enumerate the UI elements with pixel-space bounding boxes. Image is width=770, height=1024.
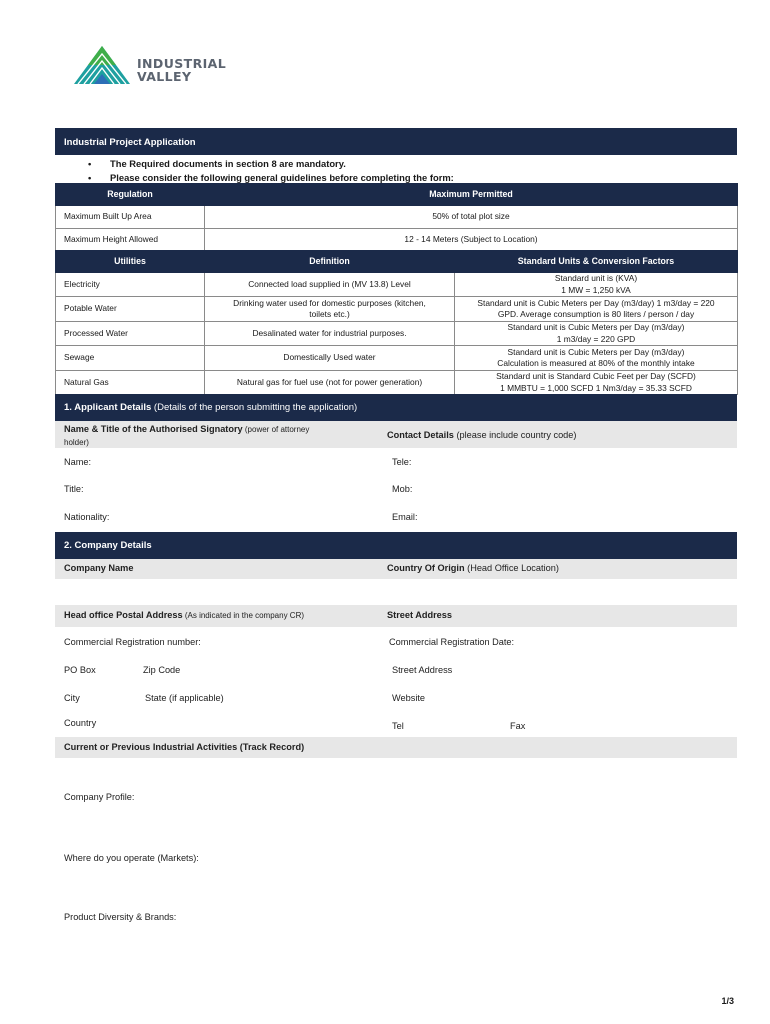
street-address-heading: Street Address — [387, 610, 453, 620]
table-row — [56, 297, 738, 322]
utility-cell: Potable Water — [56, 297, 205, 322]
fax-label[interactable]: Fax — [510, 721, 526, 731]
guideline-text: Please consider the following general guidelines before completing the form: — [110, 171, 454, 183]
section-1-subheader — [55, 421, 737, 448]
country-origin-bold: Country Of Origin — [387, 563, 465, 573]
bullet-icon: • — [88, 171, 92, 183]
country-origin-heading — [387, 563, 559, 573]
units-cell: Standard unit is Cubic Meters per Day (m3/day) 1 m3/day = 220 GPD — [455, 322, 738, 346]
country-origin-note: (Head Office Location) — [464, 563, 559, 573]
section-1-title-bold: 1. Applicant Details — [64, 402, 152, 413]
page-number: 1/3 — [721, 996, 734, 1006]
signatory-heading-note: (power of attorney — [242, 425, 310, 434]
track-record-heading: Current or Previous Industrial Activities (Track Record) — [64, 742, 305, 752]
header-standard-units: Standard Units & Conversion Factors — [455, 251, 738, 273]
definition-cell: Desalinated water for industrial purposes. — [205, 322, 455, 346]
section-2-title: 2. Company Details — [64, 540, 152, 551]
nationality-label[interactable]: Nationality: — [64, 512, 110, 522]
units-cell: Standard unit is (KVA) 1 MW = 1,250 kVA — [455, 273, 738, 297]
utility-cell: Processed Water — [56, 322, 205, 346]
postal-address-bold: Head office Postal Address — [64, 610, 183, 620]
units-cell: Standard unit is Standard Cubic Feet per Day (SCFD) 1 MMBTU = 1,000 SCFD 1 Nm3/day = 35.33 SCFD — [455, 371, 738, 395]
utilities-header-row — [56, 251, 738, 273]
table-row — [56, 371, 738, 395]
permitted-cell: 12 - 14 Meters (Subject to Location) — [205, 229, 738, 251]
regulation-header-row — [56, 184, 738, 206]
company-name-heading: Company Name — [64, 563, 134, 573]
mob-label[interactable]: Mob: — [392, 484, 413, 494]
definition-cell: Drinking water used for domestic purposes (kitchen, toilets etc.) — [205, 297, 455, 322]
cr-number-label[interactable]: Commercial Registration number: — [64, 637, 201, 647]
guidelines-list — [88, 157, 454, 184]
state-label[interactable]: State (if applicable) — [145, 693, 224, 703]
permitted-cell: 50% of total plot size — [205, 206, 738, 229]
logo-line-2: VALLEY — [137, 69, 192, 84]
email-label[interactable]: Email: — [392, 512, 418, 522]
postal-address-heading — [64, 610, 304, 620]
header-maximum-permitted: Maximum Permitted — [205, 184, 738, 206]
logo-wordmark — [137, 57, 226, 83]
signatory-heading-note-2: holder) — [64, 438, 89, 447]
products-label[interactable]: Product Diversity & Brands: — [64, 912, 177, 922]
section-1-title — [64, 402, 357, 413]
track-record-row — [55, 737, 737, 758]
po-box-label[interactable]: PO Box — [64, 665, 96, 675]
section-1-header — [55, 394, 737, 421]
utility-cell: Natural Gas — [56, 371, 205, 395]
markets-label[interactable]: Where do you operate (Markets): — [64, 853, 199, 863]
city-label[interactable]: City — [64, 693, 80, 703]
website-label[interactable]: Website — [392, 693, 426, 703]
tele-label[interactable]: Tele: — [392, 457, 412, 467]
industrial-valley-logo — [72, 44, 232, 88]
zip-code-label[interactable]: Zip Code — [143, 665, 181, 675]
signatory-heading — [64, 423, 309, 449]
header-definition: Definition — [205, 251, 455, 273]
company-name-row — [55, 559, 737, 579]
regulation-cell: Maximum Height Allowed — [56, 229, 205, 251]
table-row — [56, 346, 738, 371]
header-regulation: Regulation — [56, 184, 205, 206]
regulation-cell: Maximum Built Up Area — [56, 206, 205, 229]
guideline-item — [88, 171, 454, 185]
logo-mark-icon — [72, 44, 134, 86]
definition-cell: Natural gas for fuel use (not for power generation) — [205, 371, 455, 395]
table-row — [56, 273, 738, 297]
utility-cell: Sewage — [56, 346, 205, 371]
table-row — [56, 229, 738, 251]
company-profile-label[interactable]: Company Profile: — [64, 792, 135, 802]
name-label[interactable]: Name: — [64, 457, 92, 467]
definition-cell: Domestically Used water — [205, 346, 455, 371]
signatory-heading-bold: Name & Title of the Authorised Signatory — [64, 424, 243, 434]
country-label[interactable]: Country — [64, 718, 97, 728]
regulation-table — [55, 183, 738, 251]
form-title: Industrial Project Application — [64, 137, 196, 148]
section-1-title-rest: (Details of the person submitting the application) — [151, 402, 358, 413]
header-utilities: Utilities — [56, 251, 205, 273]
cr-date-label[interactable]: Commercial Registration Date: — [389, 637, 515, 647]
contact-heading-bold: Contact Details — [387, 430, 454, 440]
contact-heading-note: (please include country code) — [453, 430, 577, 440]
units-cell: Standard unit is Cubic Meters per Day (m3/day) Calculation is measured at 80% of the monthly intake — [455, 346, 738, 371]
definition-cell: Connected load supplied in (MV 13.8) Level — [205, 273, 455, 297]
logo-line-1: INDUSTRIAL — [137, 56, 227, 71]
guideline-item — [88, 157, 454, 171]
units-cell: Standard unit is Cubic Meters per Day (m3/day) 1 m3/day = 220 GPD. Average consumption is 80 liters / person / day — [455, 297, 738, 322]
tel-label[interactable]: Tel — [392, 721, 404, 731]
contact-heading — [387, 430, 576, 440]
guideline-text: The Required documents in section 8 are mandatory. — [110, 158, 346, 169]
table-row — [56, 322, 738, 346]
bullet-icon: • — [88, 158, 92, 169]
utility-cell: Electricity — [56, 273, 205, 297]
postal-address-row — [55, 605, 737, 627]
postal-address-note: (As indicated in the company CR) — [182, 611, 305, 620]
section-2-header — [55, 532, 737, 559]
title-label[interactable]: Title: — [64, 484, 84, 494]
form-title-bar — [55, 128, 737, 155]
table-row — [56, 206, 738, 229]
utilities-table — [55, 250, 738, 395]
street-address-label[interactable]: Street Address — [392, 665, 453, 675]
